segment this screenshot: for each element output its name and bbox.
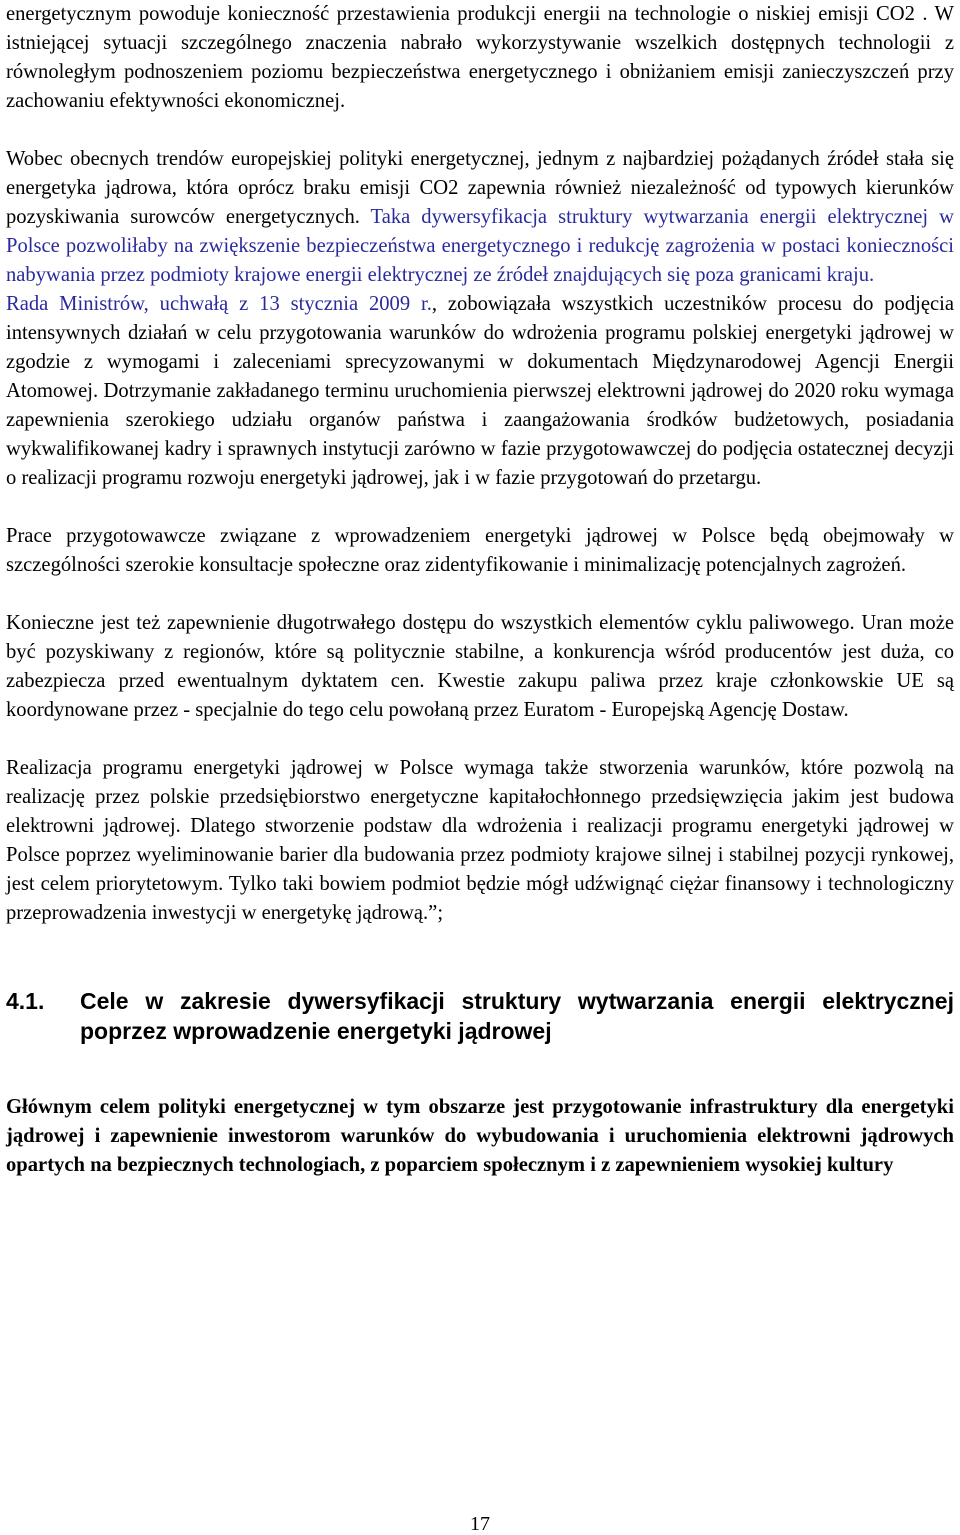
paragraph-nuclear-trends xyxy=(6,145,954,290)
paragraph-emission-technology: energetycznym powoduje konieczność przestawienia produkcji energii na technologie o niskiej emisji CO2 . W istniejącej sytuacji szczególnego znaczenia nabrało wykorzystywanie wszelkich dostępnych technologii z równoległym podnoszeniem poziomu bezpieczeństwa energetycznego i obniżaniem emisji zanieczyszczeń przy zachowaniu efektywności ekonomicznej. xyxy=(6,3,954,112)
highlighted-diversification-text: Taka dywersyfikacja struktury wytwarzania energii elektrycznej w Polsce pozwoliłaby na zwiększenie bezpieczeństwa energetycznego i redukcję zagrożenia w postaci konieczności nabywania przez podmioty krajowe energii elektrycznej ze źródeł znajdujących się poza granicami kraju. xyxy=(6,206,954,286)
paragraph-fuel-cycle: Konieczne jest też zapewnienie długotrwałego dostępu do wszystkich elementów cyklu paliwowego. Uran może być pozyskiwany z regionów, które są politycznie stabilne, a konkurencja wśród producentów jest duża, co zabezpiecza przed ewentualnym dyktatem cen. Kwestie zakupu paliwa przez kraje członkowskie UE są koordynowane przez - specjalnie do tego celu powołaną przez Euratom - Europejską Agencję Dostaw. xyxy=(6,612,954,721)
section-title: Cele w zakresie dywersyfikacji struktury wytwarzania energii elektrycznej poprzez wprowadzenie energetyki jądrowej xyxy=(80,988,954,1044)
document-page xyxy=(6,0,954,1180)
section-heading xyxy=(6,986,954,1046)
highlighted-council-text: Rada Ministrów, uchwałą z 13 stycznia 2009 r. xyxy=(6,293,432,315)
paragraph-program-realization: Realizacja programu energetyki jądrowej w Polsce wymaga także stworzenia warunków, które pozwolą na realizację przez polskie przedsiębiorstwo energetyczne kapitałochłonnego przedsięwzięcia jakim jest budowa elektrowni jądrowej. Dlatego stworzenie podstaw dla wdrożenia i realizacji programu energetyki jądrowej w Polsce poprzez wyeliminowanie barier dla budowania przez podmioty krajowe silnej i stabilnej pozycji rynkowej, jest celem priorytetowym. Tylko taki bowiem podmiot będzie mógł udźwignąć ciężar finansowy i technologiczny przeprowadzenia inwestycji w energetykę jądrową.”; xyxy=(6,757,954,924)
paragraph-preparatory-work: Prace przygotowawcze związane z wprowadzeniem energetyki jądrowej w Polsce będą obejmowały w szczególności szerokie konsultacje społeczne oraz zidentyfikowanie i minimalizację potencjalnych zagrożeń. xyxy=(6,525,954,576)
section-number: 4.1. xyxy=(6,988,45,1014)
paragraph-council-resolution-text: , zobowiązała wszystkich uczestników procesu do podjęcia intensywnych działań w celu przygotowania warunków do wdrożenia programu polskiej energetyki jądrowej w zgodzie z wymogami i zaleceniami sprecyzowanymi w dokumentach Międzynarodowej Agencji Energii Atomowej. Dotrzymanie zakładanego terminu uruchomienia pierwszej elektrowni jądrowej do 2020 roku wymaga zapewnienia szerokiego udziału organów państwa i zaangażowania środków budżetowych, posiadania wykwalifikowanej kadry i sprawnych instytucji zarówno w fazie przygotowawczej do podjęcia ostatecznej decyzji o realizacji programu rozwoju energetyki jądrowej, jak i w fazie przygotowań do przetargu. xyxy=(6,293,954,489)
paragraph-council-resolution xyxy=(6,290,954,493)
page-number: 17 xyxy=(470,1513,490,1535)
paragraph-nuclear-trends-text: Wobec obecnych trendów europejskiej polityki energetycznej, jednym z najbardziej pożądanych źródeł stała się energetyka jądrowa, która oprócz braku emisji CO2 zapewnia również niezależność od typowych kierunków pozyskiwania surowców energetycznych. xyxy=(6,148,954,228)
paragraph-main-goal: Głównym celem polityki energetycznej w tym obszarze jest przygotowanie infrastruktury dla energetyki jądrowej i zapewnienie inwestorom warunków do wybudowania i uruchomienia elektrowni jądrowych opartych na bezpiecznych technologiach, z poparciem społecznym i z zapewnieniem wysokiej kultury xyxy=(6,1096,954,1176)
